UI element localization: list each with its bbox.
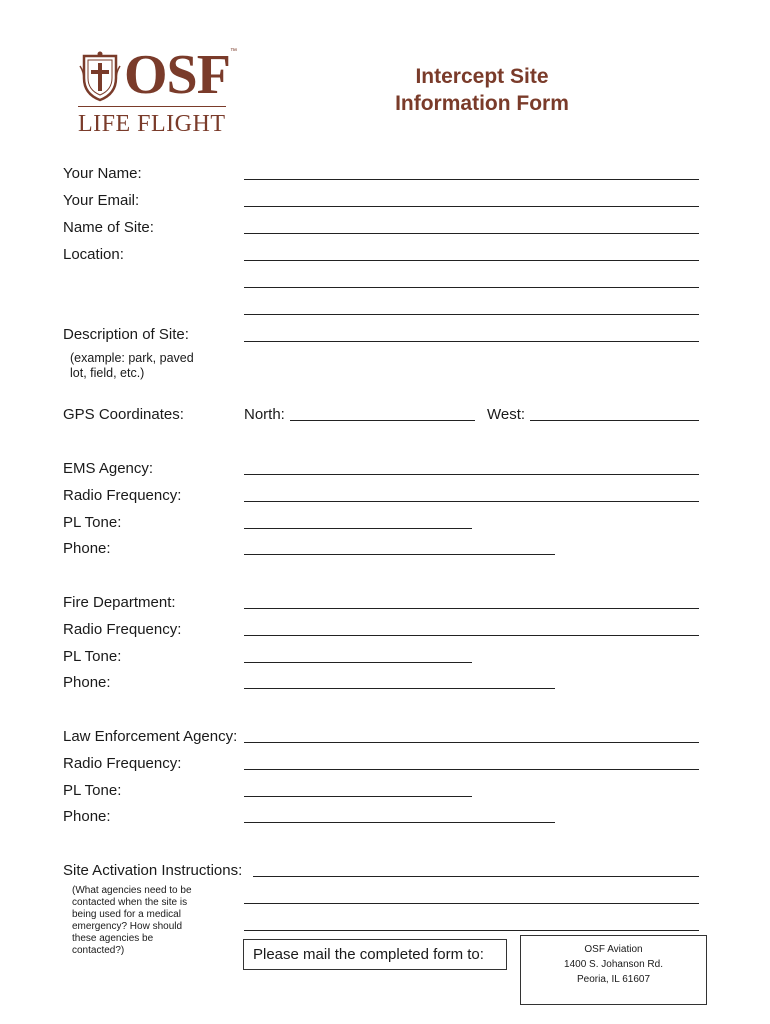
ems-agency-field[interactable]: [244, 474, 699, 475]
logo-rule: [78, 106, 226, 107]
your-email-field[interactable]: [244, 206, 699, 207]
address-street: 1400 S. Johanson Rd.: [564, 959, 663, 970]
activation-field-2[interactable]: [244, 903, 699, 904]
site-name-label: Name of Site:: [63, 219, 154, 236]
law-agency-label: Law Enforcement Agency:: [63, 728, 238, 745]
mail-prompt: Please mail the completed form to:: [253, 946, 484, 963]
address-org: OSF Aviation: [584, 944, 643, 955]
logo-subtitle: LIFE FLIGHT: [78, 111, 226, 137]
your-name-label: Your Name:: [63, 165, 142, 182]
law-phone-field[interactable]: [244, 822, 555, 823]
description-field[interactable]: [244, 341, 699, 342]
location-field-3[interactable]: [244, 314, 699, 315]
fire-radio-field[interactable]: [244, 635, 699, 636]
your-email-label: Your Email:: [63, 192, 140, 209]
location-field-1[interactable]: [244, 260, 699, 261]
ems-phone-field[interactable]: [244, 554, 555, 555]
form-title: [360, 63, 604, 117]
form-title-line1: Intercept Site: [415, 65, 549, 88]
ems-radio-label: Radio Frequency:: [63, 487, 182, 504]
fire-phone-label: Phone:: [63, 674, 111, 691]
activation-hint: (What agencies need to be contacted when the site is being used for a medical emergency? How should these agencies be contacted?): [72, 885, 192, 956]
law-agency-field[interactable]: [244, 742, 699, 743]
logo-brand: OSF: [124, 44, 230, 106]
west-field[interactable]: [530, 420, 699, 421]
fire-phone-field[interactable]: [244, 688, 555, 689]
activation-field-3[interactable]: [244, 930, 699, 931]
your-name-field[interactable]: [244, 179, 699, 180]
form-title-line2: Information Form: [395, 92, 569, 115]
fire-pl-tone-label: PL Tone:: [63, 648, 122, 665]
law-radio-label: Radio Frequency:: [63, 755, 182, 772]
ems-phone-label: Phone:: [63, 540, 111, 557]
location-field-2[interactable]: [244, 287, 699, 288]
activation-field-1[interactable]: [253, 876, 699, 877]
location-label: Location:: [63, 246, 124, 263]
law-phone-label: Phone:: [63, 808, 111, 825]
west-label: West:: [487, 406, 526, 423]
address-city: Peoria, IL 61607: [576, 974, 651, 985]
activation-label: Site Activation Instructions:: [63, 862, 243, 879]
description-label: Description of Site:: [63, 326, 189, 343]
law-pl-tone-label: PL Tone:: [63, 782, 122, 799]
ems-radio-field[interactable]: [244, 501, 699, 502]
mail-prompt-box: [243, 939, 507, 970]
site-name-field[interactable]: [244, 233, 699, 234]
ems-pl-tone-field[interactable]: [244, 528, 472, 529]
osf-life-flight-logo: [78, 46, 238, 138]
ems-agency-label: EMS Agency:: [63, 460, 154, 477]
mailing-address-box: [520, 935, 707, 1005]
law-radio-field[interactable]: [244, 769, 699, 770]
fire-pl-tone-field[interactable]: [244, 662, 472, 663]
ems-pl-tone-label: PL Tone:: [63, 514, 122, 531]
gps-label: GPS Coordinates:: [63, 406, 184, 423]
north-label: North:: [244, 406, 285, 423]
fire-dept-label: Fire Department:: [63, 594, 176, 611]
description-hint: (example: park, paved lot, field, etc.): [70, 351, 194, 380]
fire-radio-label: Radio Frequency:: [63, 621, 182, 638]
logo-trademark: ™: [230, 48, 237, 55]
law-pl-tone-field[interactable]: [244, 796, 472, 797]
crest-icon: [78, 50, 122, 102]
fire-dept-field[interactable]: [244, 608, 699, 609]
north-field[interactable]: [290, 420, 475, 421]
